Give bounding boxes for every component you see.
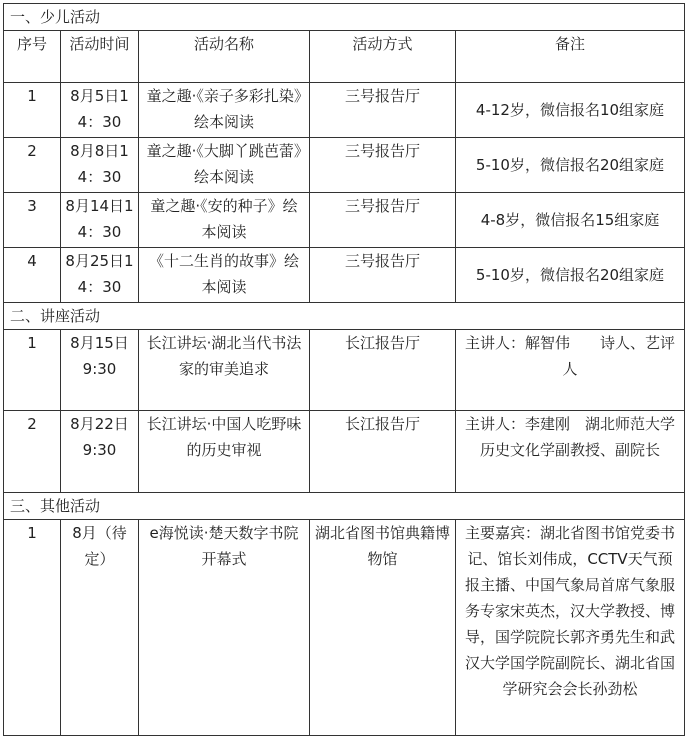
cell-name: 长江讲坛·中国人吃野味的历史审视 xyxy=(139,411,310,493)
cell-time: 8月8日14：30 xyxy=(61,138,139,193)
table-row xyxy=(4,83,685,138)
cell-no: 3 xyxy=(4,193,61,248)
section-row-other xyxy=(4,493,685,520)
activity-table xyxy=(3,3,685,736)
cell-no: 1 xyxy=(4,330,61,411)
cell-time: 8月5日14：30 xyxy=(61,83,139,138)
cell-method: 湖北省图书馆典籍博物馆 xyxy=(310,520,456,736)
cell-note: 4-8岁，微信报名15组家庭 xyxy=(456,193,685,248)
cell-method: 三号报告厅 xyxy=(310,248,456,303)
cell-time: 8月（待定） xyxy=(61,520,139,736)
section-row-kids xyxy=(4,4,685,31)
cell-note: 4-12岁，微信报名10组家庭 xyxy=(456,83,685,138)
cell-note: 5-10岁，微信报名20组家庭 xyxy=(456,248,685,303)
cell-time: 8月14日14：30 xyxy=(61,193,139,248)
cell-method: 三号报告厅 xyxy=(310,83,456,138)
section-title-kids: 一、少儿活动 xyxy=(4,4,685,31)
table-row xyxy=(4,138,685,193)
header-row xyxy=(4,31,685,83)
cell-name: e海悦读·楚天数字书院开幕式 xyxy=(139,520,310,736)
cell-no: 4 xyxy=(4,248,61,303)
header-no: 序号 xyxy=(4,31,61,83)
table-row xyxy=(4,520,685,736)
section-row-lectures xyxy=(4,303,685,330)
table-row xyxy=(4,330,685,411)
cell-note: 5-10岁，微信报名20组家庭 xyxy=(456,138,685,193)
table-row xyxy=(4,193,685,248)
cell-no: 2 xyxy=(4,138,61,193)
cell-time: 8月22日9:30 xyxy=(61,411,139,493)
cell-method: 长江报告厅 xyxy=(310,411,456,493)
cell-method: 三号报告厅 xyxy=(310,193,456,248)
table-row xyxy=(4,411,685,493)
header-name: 活动名称 xyxy=(139,31,310,83)
cell-no: 1 xyxy=(4,520,61,736)
cell-no: 1 xyxy=(4,83,61,138)
cell-time: 8月15日9:30 xyxy=(61,330,139,411)
section-title-other: 三、其他活动 xyxy=(4,493,685,520)
cell-time: 8月25日14：30 xyxy=(61,248,139,303)
cell-no: 2 xyxy=(4,411,61,493)
header-note: 备注 xyxy=(456,31,685,83)
cell-note: 主要嘉宾：湖北省图书馆党委书记、馆长刘伟成，CCTV天气预报主播、中国气象局首席气象服务专家宋英杰，汉大学教授、博导，国学院院长郭齐勇先生和武汉大学国学院副院长、湖北省国学研究会会长孙劲松 xyxy=(456,520,685,736)
cell-name: 长江讲坛·湖北当代书法家的审美追求 xyxy=(139,330,310,411)
section-title-lectures: 二、讲座活动 xyxy=(4,303,685,330)
table-row xyxy=(4,248,685,303)
cell-method: 三号报告厅 xyxy=(310,138,456,193)
cell-name: 童之趣·《亲子多彩扎染》绘本阅读 xyxy=(139,83,310,138)
cell-name: 童之趣·《安的种子》绘本阅读 xyxy=(139,193,310,248)
header-method: 活动方式 xyxy=(310,31,456,83)
cell-name: 《十二生肖的故事》绘本阅读 xyxy=(139,248,310,303)
cell-name: 童之趣·《大脚丫跳芭蕾》绘本阅读 xyxy=(139,138,310,193)
cell-note: 主讲人：解智伟 诗人、艺评人 xyxy=(456,330,685,411)
cell-note: 主讲人：李建刚 湖北师范大学历史文化学副教授、副院长 xyxy=(456,411,685,493)
header-time: 活动时间 xyxy=(61,31,139,83)
cell-method: 长江报告厅 xyxy=(310,330,456,411)
